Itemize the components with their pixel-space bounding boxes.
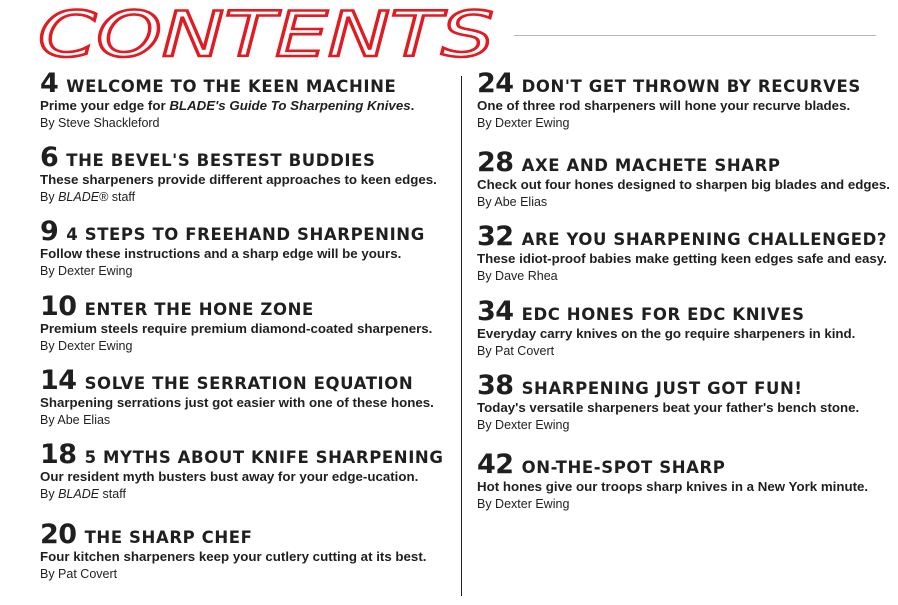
article-description: Follow these instructions and a sharp edge will be yours. <box>40 246 402 261</box>
toc-entry[interactable] <box>40 144 460 206</box>
article-byline: By Pat Covert <box>477 344 555 358</box>
article-byline: By Abe Elias <box>477 195 548 209</box>
toc-entry[interactable] <box>40 367 460 429</box>
article-title[interactable]: SHARPENING JUST GOT FUN! <box>521 379 803 398</box>
page-number: 14 <box>40 365 77 396</box>
article-byline: By BLADE® staff <box>40 190 136 204</box>
article-description: These idiot-proof babies make getting keen edges safe and easy. <box>477 251 887 266</box>
article-description: Check out four hones designed to sharpen big blades and edges. <box>477 177 891 192</box>
toc-entry[interactable] <box>40 441 460 503</box>
article-title[interactable]: AXE AND MACHETE SHARP <box>521 156 781 175</box>
article-description: One of three rod sharpeners will hone your recurve blades. <box>477 98 851 113</box>
contents-title: CONTENTS <box>38 4 494 64</box>
article-title[interactable]: THE SHARP CHEF <box>84 528 253 547</box>
article-description: These sharpeners provide different approaches to keen edges. <box>40 172 437 187</box>
article-byline: By Steve Shackleford <box>40 116 160 130</box>
article-title[interactable]: DON'T GET THROWN BY RECURVES <box>521 77 861 96</box>
column-divider <box>461 76 462 596</box>
article-byline: By Abe Elias <box>40 413 111 427</box>
article-byline: By Pat Covert <box>40 567 118 581</box>
page-number: 38 <box>477 370 514 401</box>
page-number: 20 <box>40 519 77 550</box>
article-description: Today's versatile sharpeners beat your father's bench stone. <box>477 400 860 415</box>
page-number: 6 <box>40 142 59 173</box>
article-title[interactable]: THE BEVEL'S BESTEST BUDDIES <box>66 151 376 170</box>
page-number: 10 <box>40 291 77 322</box>
page-number: 28 <box>477 147 514 178</box>
page-number: 24 <box>477 68 514 99</box>
article-title[interactable]: EDC HONES FOR EDC KNIVES <box>521 305 805 324</box>
page-number: 32 <box>477 221 514 252</box>
article-description: Hot hones give our troops sharp knives in a New York minute. <box>477 479 869 494</box>
article-byline: By Dexter Ewing <box>477 418 570 432</box>
article-byline: By Dexter Ewing <box>477 497 570 511</box>
article-description: Four kitchen sharpeners keep your cutlery cutting at its best. <box>40 549 427 564</box>
toc-entry[interactable] <box>477 372 892 434</box>
article-byline: By BLADE staff <box>40 487 126 501</box>
article-title[interactable]: 4 STEPS TO FREEHAND SHARPENING <box>66 225 425 244</box>
article-title[interactable]: ENTER THE HONE ZONE <box>84 300 314 319</box>
article-description: Premium steels require premium diamond-coated sharpeners. <box>40 321 433 336</box>
toc-entry[interactable] <box>40 218 460 280</box>
article-title[interactable]: 5 MYTHS ABOUT KNIFE SHARPENING <box>84 448 444 467</box>
toc-entry[interactable] <box>477 149 892 211</box>
article-byline: By Dexter Ewing <box>477 116 570 130</box>
toc-entry[interactable] <box>477 70 892 132</box>
article-byline: By Dave Rhea <box>477 269 558 283</box>
toc-entry[interactable] <box>40 521 460 583</box>
article-description: Prime your edge for BLADE's Guide To Sharpening Knives. <box>40 98 415 113</box>
toc-entry[interactable] <box>477 451 892 513</box>
toc-entry[interactable] <box>477 298 892 360</box>
toc-entry[interactable] <box>40 70 460 132</box>
article-title[interactable]: ON-THE-SPOT SHARP <box>521 458 726 477</box>
toc-entry[interactable] <box>40 293 460 355</box>
toc-entry[interactable] <box>477 223 892 285</box>
page-number: 42 <box>477 449 514 480</box>
page-number: 18 <box>40 439 77 470</box>
article-description: Sharpening serrations just got easier with one of these hones. <box>40 395 434 410</box>
page-number: 4 <box>40 68 59 99</box>
article-description: Everyday carry knives on the go require sharpeners in kind. <box>477 326 856 341</box>
page-number: 9 <box>40 216 59 247</box>
title-rule-divider <box>514 35 876 36</box>
article-byline: By Dexter Ewing <box>40 264 133 278</box>
article-title[interactable]: SOLVE THE SERRATION EQUATION <box>84 374 414 393</box>
article-title[interactable]: WELCOME TO THE KEEN MACHINE <box>66 77 397 96</box>
article-description: Our resident myth busters bust away for your edge-ucation. <box>40 469 419 484</box>
article-title[interactable]: ARE YOU SHARPENING CHALLENGED? <box>521 230 888 249</box>
article-byline: By Dexter Ewing <box>40 339 133 353</box>
page-number: 34 <box>477 296 514 327</box>
page-title <box>38 4 498 64</box>
